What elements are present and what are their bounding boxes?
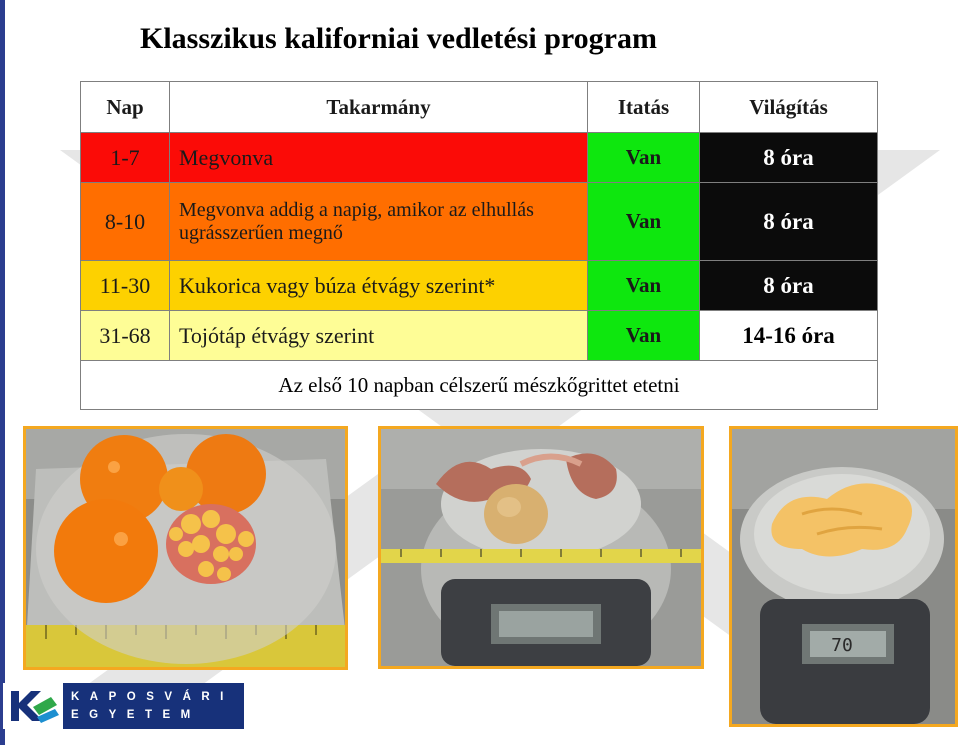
photo-ovary-yolks <box>23 426 348 670</box>
header-itatas: Itatás <box>588 82 700 133</box>
logo-line-2: EGYETEM <box>71 709 201 721</box>
left-accent-bar <box>0 0 5 745</box>
cell-vilagitas: 8 óra <box>700 133 878 183</box>
cell-itatas: Van <box>588 261 700 311</box>
cell-nap: 8-10 <box>81 183 170 261</box>
cell-nap: 11-30 <box>81 261 170 311</box>
table-footnote: Az első 10 napban célszerű mészkőgrittet etetni <box>81 361 878 410</box>
table-row <box>81 261 878 311</box>
table-row <box>81 311 878 361</box>
molting-program-table <box>80 81 878 410</box>
page-title: Klasszikus kaliforniai vedletési program <box>140 22 657 55</box>
cell-takarmany: Megvonva <box>170 133 588 183</box>
cell-vilagitas: 8 óra <box>700 261 878 311</box>
cell-takarmany: Tojótáp étvágy szerint <box>170 311 588 361</box>
cell-takarmany: Megvonva addig a napig, amikor az elhullás ugrásszerűen megnő <box>170 183 588 261</box>
cell-nap: 31-68 <box>81 311 170 361</box>
header-nap: Nap <box>81 82 170 133</box>
header-takarmany: Takarmány <box>170 82 588 133</box>
header-vilagitas: Világítás <box>700 82 878 133</box>
photo-scale-fat <box>729 426 958 727</box>
cell-itatas: Van <box>588 133 700 183</box>
university-logo-mark <box>3 683 63 729</box>
logo-wordmark <box>63 683 244 729</box>
kaposvari-egyetem-logo <box>3 683 244 729</box>
cell-takarmany: Kukorica vagy búza étvágy szerint* <box>170 261 588 311</box>
cell-vilagitas: 8 óra <box>700 183 878 261</box>
cell-itatas: Van <box>588 183 700 261</box>
table-row <box>81 183 878 261</box>
svg-text:70: 70 <box>831 635 853 656</box>
cell-nap: 1-7 <box>81 133 170 183</box>
photo-scale-organs <box>378 426 704 669</box>
table-row <box>81 133 878 183</box>
table-footnote-row <box>81 361 878 410</box>
logo-line-1: KAPOSVÁRI <box>71 691 234 703</box>
cell-vilagitas: 14-16 óra <box>700 311 878 361</box>
table-header-row <box>81 82 878 133</box>
cell-itatas: Van <box>588 311 700 361</box>
